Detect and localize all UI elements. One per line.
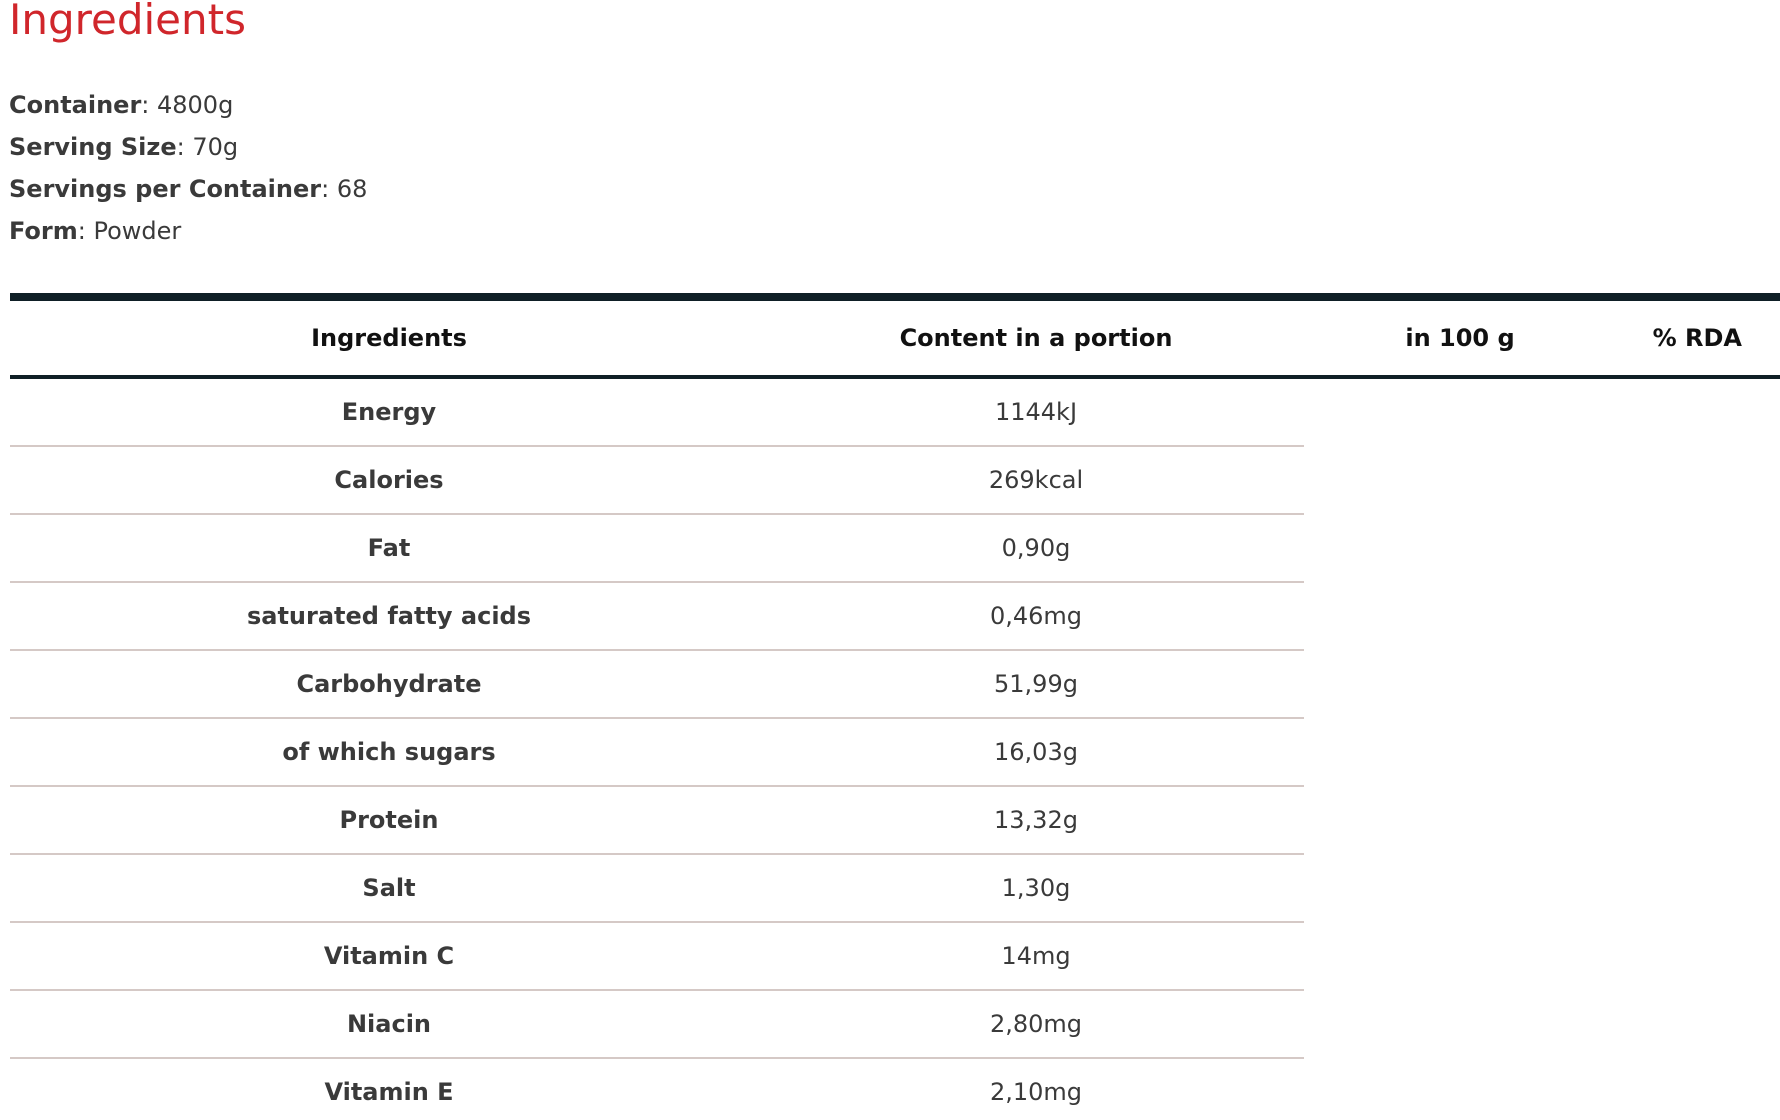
table-row [10,514,1780,582]
table-row [10,990,1780,1058]
rda-value [1616,854,1780,922]
table-row [10,854,1780,922]
product-specs [9,84,367,252]
per-100g-value [1304,990,1616,1058]
portion-value: 14mg [768,922,1304,990]
portion-value: 51,99g [768,650,1304,718]
per-100g-value [1304,922,1616,990]
rda-value [1616,990,1780,1058]
rda-value [1616,1058,1780,1120]
spec-form: Form: Powder [9,217,182,245]
table-body [10,377,1780,1120]
spec-value: 4800g [157,91,234,119]
per-100g-value [1304,718,1616,786]
ingredient-name: Salt [10,854,768,922]
ingredient-name: Vitamin E [10,1058,768,1120]
spec-value: 70g [192,133,239,161]
ingredient-name: Fat [10,514,768,582]
per-100g-value [1304,514,1616,582]
table-row [10,582,1780,650]
ingredient-name: Calories [10,446,768,514]
rda-value [1616,446,1780,514]
ingredient-name: Niacin [10,990,768,1058]
header-content-portion: Content in a portion [768,297,1304,377]
ingredient-name: of which sugars [10,718,768,786]
portion-value: 13,32g [768,786,1304,854]
table-row [10,718,1780,786]
ingredient-name: Energy [10,377,768,446]
ingredient-name: Protein [10,786,768,854]
per-100g-value [1304,1058,1616,1120]
spec-value: Powder [93,217,182,245]
table-row [10,377,1780,446]
per-100g-value [1304,446,1616,514]
spec-serving-size: Serving Size: 70g [9,133,239,161]
ingredient-name: Carbohydrate [10,650,768,718]
rda-value [1616,786,1780,854]
header-ingredients: Ingredients [10,297,768,377]
portion-value: 1,30g [768,854,1304,922]
rda-value [1616,582,1780,650]
spec-container: Container: 4800g [9,91,234,119]
rda-value [1616,922,1780,990]
table-row [10,446,1780,514]
rda-value [1616,718,1780,786]
table-row [10,786,1780,854]
per-100g-value [1304,786,1616,854]
ingredient-name: Vitamin C [10,922,768,990]
per-100g-value [1304,582,1616,650]
page-title: Ingredients [9,0,246,44]
header-in-100g: in 100 g [1304,297,1616,377]
table-header [10,297,1780,377]
spec-label: Serving Size [9,133,177,161]
spec-label: Servings per Container [9,175,322,203]
rda-value [1616,377,1780,446]
portion-value: 1144kJ [768,377,1304,446]
portion-value: 0,46mg [768,582,1304,650]
rda-value [1616,650,1780,718]
table-row [10,650,1780,718]
portion-value: 16,03g [768,718,1304,786]
portion-value: 2,10mg [768,1058,1304,1120]
spec-label: Form [9,217,78,245]
per-100g-value [1304,650,1616,718]
ingredient-name: saturated fatty acids [10,582,768,650]
spec-servings-per-container: Servings per Container: 68 [9,175,368,203]
table-row [10,922,1780,990]
nutrition-table [10,293,1780,1120]
per-100g-value [1304,377,1616,446]
portion-value: 2,80mg [768,990,1304,1058]
header-row [10,297,1780,377]
portion-value: 269kcal [768,446,1304,514]
spec-value: 68 [336,175,368,203]
table-row [10,1058,1780,1120]
portion-value: 0,90g [768,514,1304,582]
spec-label: Container [9,91,142,119]
rda-value [1616,514,1780,582]
per-100g-value [1304,854,1616,922]
header-rda: % RDA [1616,297,1780,377]
